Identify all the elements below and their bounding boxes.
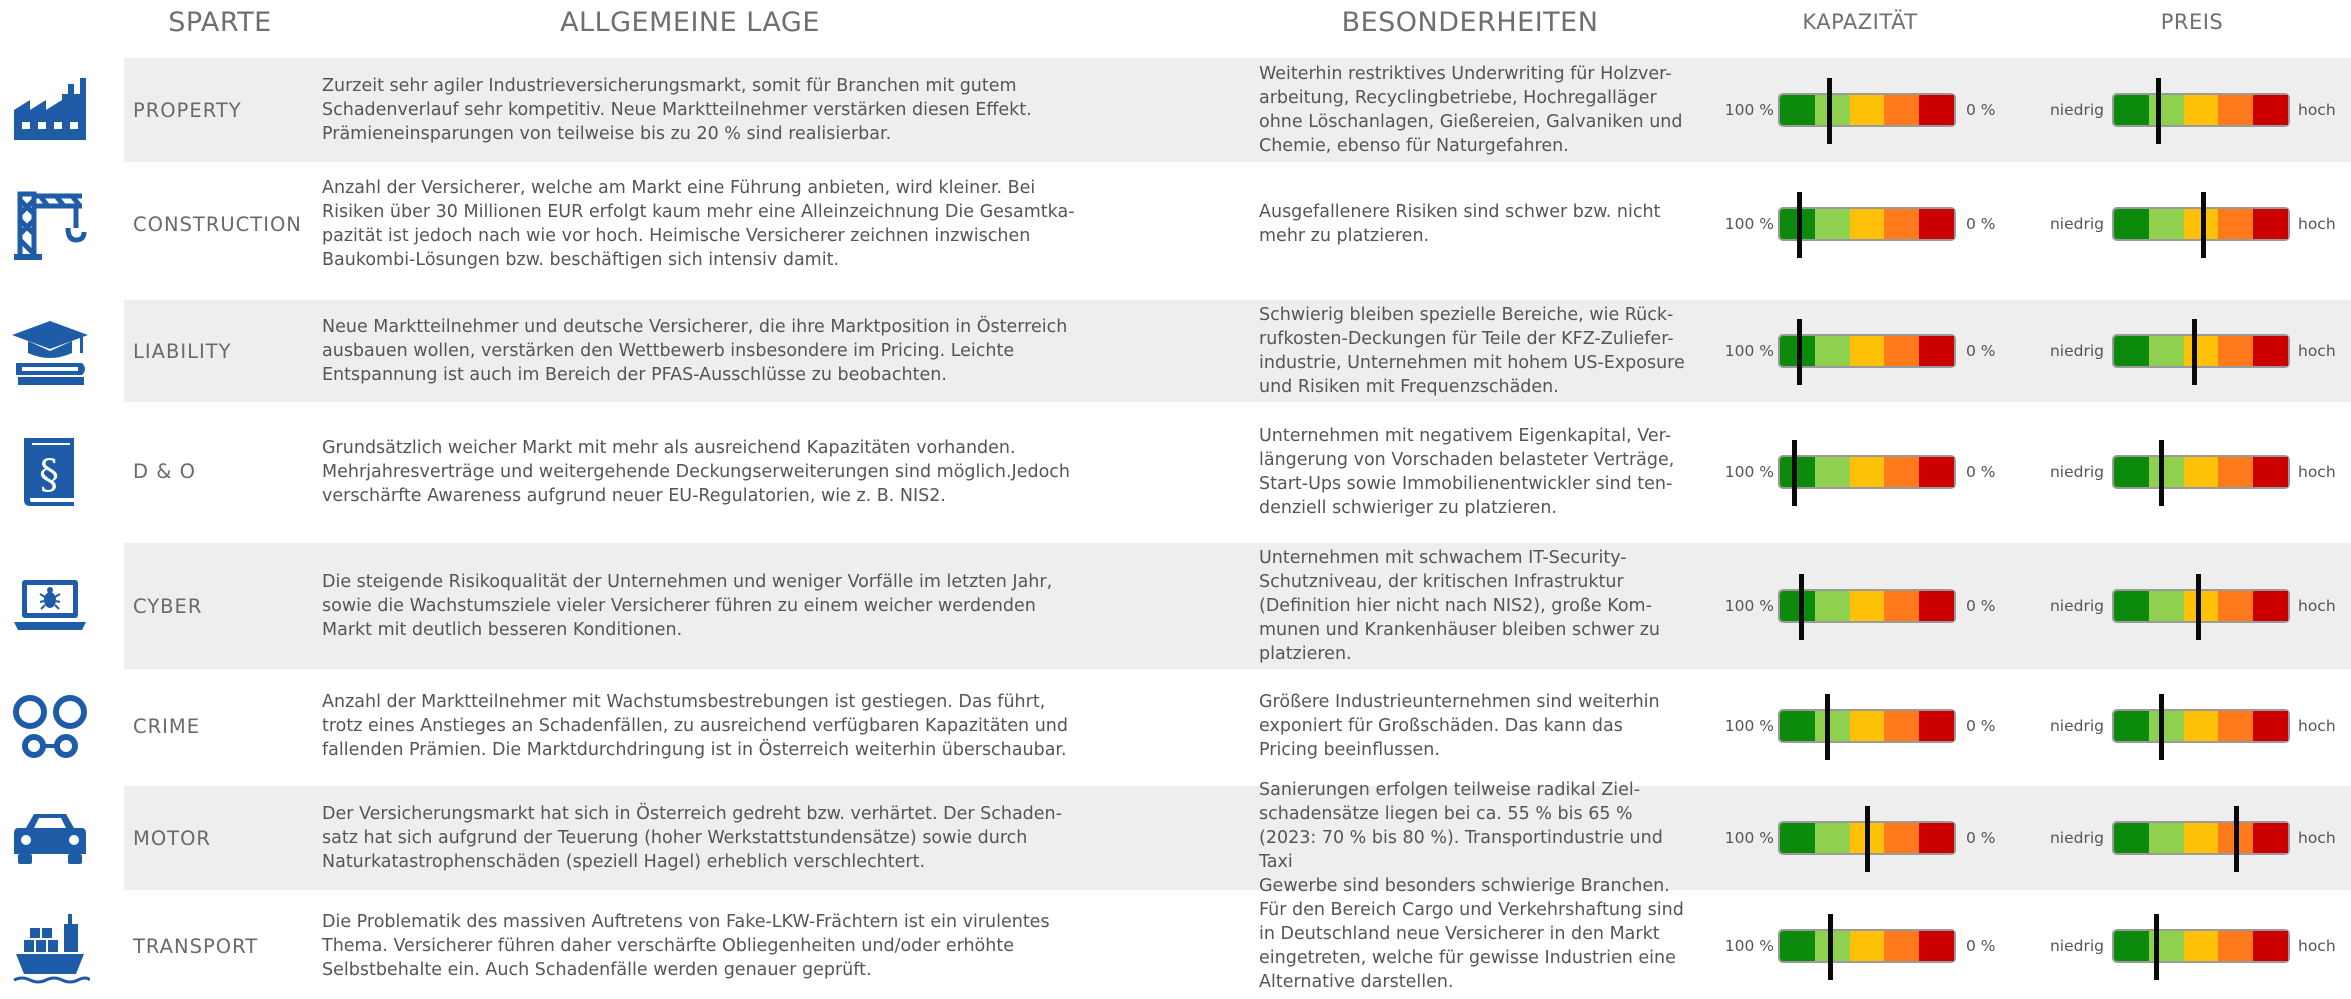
header-kapazitaet: KAPAZITÄT: [1802, 10, 1918, 34]
kapazitaet-scale-right-label: 0 %: [1966, 717, 1996, 735]
allgemeine-lage-text: [322, 543, 1087, 669]
kapazitaet-scale-segment-5: [1919, 931, 1954, 961]
preis-scale-segment-1: [2114, 95, 2149, 125]
allgemeine-lage-line: Entspannung ist auch im Bereich der PFAS-Ausschlüsse zu beobachten.: [322, 365, 947, 385]
kapazitaet-scale-left-label: 100 %: [1724, 937, 1774, 955]
kapazitaet-gauge: [1724, 929, 1996, 963]
preis-scale-segment-1: [2114, 711, 2149, 741]
allgemeine-lage-lines: [322, 176, 1075, 272]
besonderheiten-line: und Risiken mit Frequenzschäden.: [1259, 377, 1559, 397]
preis-scale-right-label: hoch: [2298, 717, 2336, 735]
preis-gauge: [2042, 929, 2336, 963]
sparte-label: CONSTRUCTION: [133, 212, 302, 236]
svg-text:§: §: [39, 451, 59, 498]
preis-scale-segment-3: [2184, 591, 2219, 621]
preis-marker: [2156, 78, 2161, 144]
preis-scale-right-label: hoch: [2298, 463, 2336, 481]
preis-scale-segment-4: [2218, 711, 2253, 741]
preis-scale-right-label: hoch: [2298, 215, 2336, 233]
kapazitaet-scale-segment-3: [1850, 711, 1885, 741]
preis-scale-segment-5: [2253, 591, 2288, 621]
besonderheiten-line: in Deutschland neue Versicherer in den Markt: [1259, 924, 1660, 944]
besonderheiten-text: [1259, 300, 1699, 402]
allgemeine-lage-line: Grundsätzlich weicher Markt mit mehr als ausreichend Kapazitäten vorhanden.: [322, 437, 1016, 458]
besonderheiten-text: [1259, 893, 1699, 999]
allgemeine-lage-line: pazität ist jedoch nach wie vor hoch. Heimische Versicherer zeichnen inzwischen: [322, 226, 1031, 246]
preis-scale-right-label: hoch: [2298, 829, 2336, 847]
kapazitaet-scale-segment-3: [1850, 591, 1885, 621]
allgemeine-lage-line: Mehrjahresverträge und weitergehende Deckungserweiterungen sind möglich.Jedoch: [322, 461, 1070, 482]
besonderheiten-line: denziell schwieriger zu platzieren.: [1259, 497, 1557, 518]
preis-marker: [2159, 440, 2164, 506]
preis-scale-segment-4: [2218, 591, 2253, 621]
sparte-label: TRANSPORT: [133, 934, 259, 958]
preis-scale-segment-2: [2149, 591, 2184, 621]
table-row: [0, 672, 2351, 780]
preis-gauge: [2042, 455, 2336, 489]
besonderheiten-line: Schutzniveau, der kritischen Infrastruktur: [1259, 572, 1624, 592]
kapazitaet-scale-segment-5: [1919, 457, 1954, 487]
kapazitaet-gauge: [1724, 709, 1996, 743]
besonderheiten-line: rufkosten-Deckungen für Teile der KFZ-Zuliefer-: [1259, 329, 1674, 349]
graduation-book-icon: [8, 300, 92, 402]
header-besonderheiten: BESONDERHEITEN: [1341, 6, 1599, 38]
allgemeine-lage-text: [322, 58, 1087, 162]
kapazitaet-scale-segment-5: [1919, 823, 1954, 853]
besonderheiten-line: ohne Löschanlagen, Gießereien, Galvaniken und: [1259, 112, 1683, 132]
allgemeine-lage-line: Markt mit deutlich besseren Konditionen.: [322, 620, 683, 640]
preis-scale-segment-5: [2253, 95, 2288, 125]
besonderheiten-lines: [1259, 690, 1660, 762]
besonderheiten-line: (Definition hier nicht nach NIS2), große Kom-: [1259, 596, 1652, 616]
allgemeine-lage-text: [322, 893, 1087, 999]
besonderheiten-lines: [1259, 546, 1660, 666]
header-preis: PREIS: [2160, 10, 2224, 34]
besonderheiten-text: [1259, 163, 1699, 285]
kapazitaet-gauge: [1724, 589, 1996, 623]
preis-scale-left-label: niedrig: [2049, 463, 2104, 481]
kapazitaet-scale-segment-2: [1815, 209, 1850, 239]
allgemeine-lage-line: trotz eines Anstieges an Schadenfällen, zu ausreichend verfügbaren Kapazitäten und: [322, 716, 1068, 736]
kapazitaet-marker: [1797, 192, 1802, 258]
preis-scale-segment-2: [2149, 457, 2184, 487]
header-sparte: SPARTE: [168, 6, 272, 38]
kapazitaet-scale-segment-1: [1780, 457, 1815, 487]
allgemeine-lage-lines: [322, 570, 1052, 642]
laptop-bug-icon: [8, 543, 92, 669]
table-row: [0, 893, 2351, 999]
preis-gauge: [2042, 589, 2336, 623]
kapazitaet-scale-bar: [1778, 93, 1956, 127]
sparte-label: CYBER: [133, 594, 203, 618]
besonderheiten-line: mehr zu platzieren.: [1259, 226, 1430, 246]
allgemeine-lage-text: [322, 163, 1087, 285]
kapazitaet-scale-segment-1: [1780, 591, 1815, 621]
factory-icon: [8, 58, 92, 162]
table-row: [0, 58, 2351, 162]
preis-scale-segment-3: [2184, 711, 2219, 741]
preis-scale-left-label: niedrig: [2049, 215, 2104, 233]
kapazitaet-scale-left-label: 100 %: [1724, 717, 1774, 735]
allgemeine-lage-text: [322, 405, 1087, 538]
besonderheiten-line: Chemie, ebenso für Naturgefahren.: [1259, 136, 1569, 156]
allgemeine-lage-lines: [322, 910, 1050, 982]
besonderheiten-line: platzieren.: [1259, 644, 1352, 664]
besonderheiten-line: Start-Ups sowie Immobilienentwickler sind ten-: [1259, 473, 1673, 494]
kapazitaet-marker: [1828, 914, 1833, 980]
kapazitaet-scale-segment-1: [1780, 711, 1815, 741]
allgemeine-lage-text: [322, 786, 1087, 890]
preis-gauge: [2042, 709, 2336, 743]
kapazitaet-scale-bar: [1778, 334, 1956, 368]
besonderheiten-lines: [1259, 303, 1685, 399]
preis-marker: [2192, 319, 2197, 385]
kapazitaet-marker: [1825, 694, 1830, 760]
besonderheiten-text: [1259, 672, 1699, 780]
table-row: [0, 300, 2351, 402]
preis-scale-segment-1: [2114, 209, 2149, 239]
ship-icon: [8, 893, 92, 999]
kapazitaet-gauge: [1724, 334, 1996, 368]
kapazitaet-scale-segment-4: [1884, 711, 1919, 741]
kapazitaet-scale-right-label: 0 %: [1966, 463, 1996, 481]
kapazitaet-gauge: [1724, 821, 1996, 855]
preis-scale-segment-5: [2253, 711, 2288, 741]
preis-scale-right-label: hoch: [2298, 342, 2336, 360]
preis-scale-right-label: hoch: [2298, 101, 2336, 119]
kapazitaet-scale-right-label: 0 %: [1966, 829, 1996, 847]
besonderheiten-line: Pricing beeinflussen.: [1259, 740, 1440, 760]
kapazitaet-scale-segment-1: [1780, 931, 1815, 961]
allgemeine-lage-line: Anzahl der Versicherer, welche am Markt eine Führung anbieten, wird kleiner. Bei: [322, 178, 1036, 198]
allgemeine-lage-line: Schadenverlauf sehr kompetitiv. Neue Marktteilnehmer verstärken diesen Effekt.: [322, 100, 1032, 120]
kapazitaet-scale-segment-3: [1850, 95, 1885, 125]
preis-scale-left-label: niedrig: [2049, 101, 2104, 119]
preis-scale-segment-5: [2253, 823, 2288, 853]
table-row: [0, 543, 2351, 669]
kapazitaet-gauge: [1724, 207, 1996, 241]
sparte-label: CRIME: [133, 714, 201, 738]
allgemeine-lage-line: fallenden Prämien. Die Marktdurchdringung ist in Österreich weiterhin überschaubar.: [322, 740, 1067, 760]
preis-marker: [2201, 192, 2206, 258]
kapazitaet-scale-left-label: 100 %: [1724, 463, 1774, 481]
besonderheiten-line: (2023: 70 % bis 80 %). Transportindustrie und Taxi: [1259, 828, 1663, 872]
besonderheiten-line: Schwierig bleiben spezielle Bereiche, wie Rück-: [1259, 305, 1674, 325]
allgemeine-lage-line: Die Problematik des massiven Auftretens von Fake-LKW-Frächtern ist ein virulentes: [322, 912, 1050, 932]
besonderheiten-text: [1259, 780, 1699, 896]
table-row: [0, 405, 2351, 538]
preis-scale-segment-4: [2218, 95, 2253, 125]
allgemeine-lage-line: Naturkatastrophenschäden (speziell Hagel) erheblich verschlechtert.: [322, 852, 926, 872]
besonderheiten-line: munen und Krankenhäuser bleiben schwer zu: [1259, 620, 1660, 640]
crane-icon: [8, 163, 92, 285]
kapazitaet-scale-segment-4: [1884, 457, 1919, 487]
preis-scale-left-label: niedrig: [2049, 937, 2104, 955]
preis-scale-right-label: hoch: [2298, 597, 2336, 615]
allgemeine-lage-text: [322, 672, 1087, 780]
besonderheiten-line: Sanierungen erfolgen teilweise radikal Ziel-: [1259, 780, 1641, 800]
table-row: [0, 780, 2351, 896]
allgemeine-lage-line: Der Versicherungsmarkt hat sich in Österreich gedreht bzw. verhärtet. Der Schaden-: [322, 804, 1062, 824]
preis-scale-left-label: niedrig: [2049, 597, 2104, 615]
preis-scale-segment-4: [2218, 209, 2253, 239]
besonderheiten-lines: [1259, 62, 1683, 158]
kapazitaet-scale-left-label: 100 %: [1724, 342, 1774, 360]
preis-scale-segment-5: [2253, 457, 2288, 487]
kapazitaet-scale-right-label: 0 %: [1966, 597, 1996, 615]
allgemeine-lage-line: verschärfte Awareness aufgrund neuer EU-Regulatorien, wie z. B. NIS2.: [322, 485, 946, 506]
kapazitaet-scale-bar: [1778, 455, 1956, 489]
preis-scale-segment-3: [2184, 336, 2219, 366]
kapazitaet-marker: [1865, 806, 1870, 872]
preis-scale-segment-4: [2218, 457, 2253, 487]
kapazitaet-scale-right-label: 0 %: [1966, 101, 1996, 119]
law-book-icon: [8, 405, 92, 538]
preis-marker: [2154, 914, 2159, 980]
besonderheiten-line: Gewerbe sind besonders schwierige Branchen.: [1259, 876, 1670, 896]
preis-scale-segment-1: [2114, 931, 2149, 961]
table-row: [0, 163, 2351, 285]
kapazitaet-marker: [1797, 319, 1802, 385]
preis-marker: [2234, 806, 2239, 872]
kapazitaet-marker: [1827, 78, 1832, 144]
preis-scale-bar: [2112, 93, 2290, 127]
kapazitaet-scale-segment-4: [1884, 591, 1919, 621]
besonderheiten-lines: [1259, 424, 1674, 520]
preis-scale-segment-3: [2184, 823, 2219, 853]
besonderheiten-line: Ausgefallenere Risiken sind schwer bzw. nicht: [1259, 202, 1661, 222]
besonderheiten-lines: [1259, 200, 1660, 248]
besonderheiten-line: exponiert für Großschäden. Das kann das: [1259, 716, 1623, 736]
kapazitaet-scale-segment-1: [1780, 95, 1815, 125]
allgemeine-lage-line: Prämieneinsparungen von teilweise bis zu 20 % sind realisierbar.: [322, 124, 892, 144]
preis-scale-segment-5: [2253, 209, 2288, 239]
allgemeine-lage-line: sowie die Wachstumsziele vieler Versicherer führen zu einem weicher werdenden: [322, 596, 1036, 616]
kapazitaet-scale-bar: [1778, 709, 1956, 743]
kapazitaet-scale-segment-5: [1919, 209, 1954, 239]
preis-scale-left-label: niedrig: [2049, 342, 2104, 360]
preis-scale-segment-3: [2184, 457, 2219, 487]
kapazitaet-scale-left-label: 100 %: [1724, 101, 1774, 119]
preis-gauge: [2042, 93, 2336, 127]
preis-gauge: [2042, 821, 2336, 855]
besonderheiten-line: Unternehmen mit negativem Eigenkapital, Ver-: [1259, 425, 1672, 446]
besonderheiten-line: industrie, Unternehmen mit hohem US-Exposure: [1259, 353, 1685, 373]
sparte-label: LIABILITY: [133, 339, 232, 363]
preis-scale-segment-2: [2149, 711, 2184, 741]
besonderheiten-line: eingetreten, welche für gewisse Industrien eine: [1259, 948, 1676, 968]
kapazitaet-scale-segment-4: [1884, 823, 1919, 853]
preis-scale-bar: [2112, 455, 2290, 489]
preis-marker: [2196, 574, 2201, 640]
besonderheiten-line: längerung von Vorschaden belasteter Verträge,: [1259, 449, 1675, 470]
kapazitaet-scale-bar: [1778, 929, 1956, 963]
kapazitaet-scale-segment-2: [1815, 591, 1850, 621]
preis-scale-right-label: hoch: [2298, 937, 2336, 955]
besonderheiten-line: Für den Bereich Cargo und Verkehrshaftung sind: [1259, 900, 1684, 920]
preis-scale-segment-1: [2114, 823, 2149, 853]
sparte-label: MOTOR: [133, 826, 211, 850]
preis-scale-bar: [2112, 821, 2290, 855]
kapazitaet-scale-left-label: 100 %: [1724, 597, 1774, 615]
kapazitaet-scale-segment-3: [1850, 336, 1885, 366]
preis-scale-segment-4: [2218, 931, 2253, 961]
kapazitaet-scale-segment-1: [1780, 823, 1815, 853]
preis-scale-segment-2: [2149, 823, 2184, 853]
preis-scale-segment-3: [2184, 931, 2219, 961]
kapazitaet-scale-segment-4: [1884, 931, 1919, 961]
preis-scale-segment-5: [2253, 336, 2288, 366]
allgemeine-lage-line: Anzahl der Marktteilnehmer mit Wachstumsbestrebungen ist gestiegen. Das führt,: [322, 692, 1046, 712]
kapazitaet-scale-segment-5: [1919, 591, 1954, 621]
preis-scale-left-label: niedrig: [2049, 829, 2104, 847]
kapazitaet-scale-left-label: 100 %: [1724, 829, 1774, 847]
kapazitaet-gauge: [1724, 455, 1996, 489]
besonderheiten-line: Größere Industrieunternehmen sind weiterhin: [1259, 692, 1660, 712]
preis-scale-bar: [2112, 709, 2290, 743]
handcuffs-icon: [8, 672, 92, 780]
preis-scale-segment-1: [2114, 591, 2149, 621]
allgemeine-lage-line: Selbstbehalte ein. Auch Schadenfälle werden genauer geprüft.: [322, 960, 872, 980]
besonderheiten-line: schadensätze liegen bei ca. 55 % bis 65 %: [1259, 804, 1633, 824]
preis-scale-bar: [2112, 334, 2290, 368]
besonderheiten-line: Alternative darstellen.: [1259, 972, 1454, 992]
preis-scale-segment-5: [2253, 931, 2288, 961]
kapazitaet-scale-segment-4: [1884, 209, 1919, 239]
kapazitaet-scale-segment-5: [1919, 711, 1954, 741]
besonderheiten-text: [1259, 405, 1699, 538]
preis-scale-segment-1: [2114, 457, 2149, 487]
besonderheiten-lines: [1259, 898, 1684, 994]
allgemeine-lage-line: satz hat sich aufgrund der Teuerung (hoher Werkstattstundensätze) sowie durch: [322, 828, 1028, 848]
kapazitaet-scale-segment-3: [1850, 931, 1885, 961]
car-icon: [8, 786, 92, 890]
kapazitaet-scale-bar: [1778, 821, 1956, 855]
preis-scale-bar: [2112, 929, 2290, 963]
allgemeine-lage-line: Die steigende Risikoqualität der Unternehmen und weniger Vorfälle im letzten Jahr,: [322, 572, 1053, 592]
kapazitaet-scale-segment-3: [1850, 209, 1885, 239]
preis-scale-segment-2: [2149, 209, 2184, 239]
kapazitaet-scale-segment-2: [1815, 336, 1850, 366]
kapazitaet-scale-bar: [1778, 207, 1956, 241]
allgemeine-lage-lines: [322, 802, 1062, 874]
allgemeine-lage-lines: [322, 74, 1032, 146]
preis-scale-left-label: niedrig: [2049, 717, 2104, 735]
besonderheiten-line: arbeitung, Recyclingbetriebe, Hochregalläger: [1259, 88, 1657, 108]
preis-scale-segment-2: [2149, 336, 2184, 366]
allgemeine-lage-lines: [322, 690, 1068, 762]
preis-scale-segment-4: [2218, 336, 2253, 366]
preis-gauge: [2042, 334, 2336, 368]
kapazitaet-scale-segment-2: [1815, 823, 1850, 853]
allgemeine-lage-line: ausbauen wollen, verstärken den Wettbewerb insbesondere im Pricing. Leichte: [322, 341, 1015, 361]
preis-marker: [2159, 694, 2164, 760]
kapazitaet-scale-segment-2: [1815, 457, 1850, 487]
sparte-label: D & O: [133, 460, 196, 483]
besonderheiten-lines: [1259, 778, 1699, 898]
header-allgemeine-lage: ALLGEMEINE LAGE: [560, 6, 820, 38]
kapazitaet-scale-right-label: 0 %: [1966, 937, 1996, 955]
kapazitaet-marker: [1792, 440, 1797, 506]
kapazitaet-scale-left-label: 100 %: [1724, 215, 1774, 233]
kapazitaet-scale-bar: [1778, 589, 1956, 623]
kapazitaet-scale-right-label: 0 %: [1966, 215, 1996, 233]
allgemeine-lage-line: Thema. Versicherer führen daher verschärfte Obliegenheiten und/oder erhöhte: [322, 936, 1014, 956]
kapazitaet-scale-segment-5: [1919, 336, 1954, 366]
besonderheiten-text: [1259, 543, 1699, 669]
kapazitaet-scale-right-label: 0 %: [1966, 342, 1996, 360]
kapazitaet-gauge: [1724, 93, 1996, 127]
preis-scale-bar: [2112, 207, 2290, 241]
kapazitaet-scale-segment-2: [1815, 711, 1850, 741]
kapazitaet-scale-segment-2: [1815, 95, 1850, 125]
preis-scale-segment-2: [2149, 95, 2184, 125]
besonderheiten-line: Unternehmen mit schwachem IT-Security-: [1259, 548, 1627, 568]
kapazitaet-scale-segment-4: [1884, 95, 1919, 125]
kapazitaet-scale-segment-5: [1919, 95, 1954, 125]
sparte-label: PROPERTY: [133, 98, 242, 122]
allgemeine-lage-line: Neue Marktteilnehmer und deutsche Versicherer, die ihre Marktposition in Österreich: [322, 317, 1068, 337]
allgemeine-lage-line: Risiken über 30 Millionen EUR erfolgt kaum mehr eine Alleinzeichnung Die Gesamtka-: [322, 202, 1075, 222]
besonderheiten-text: [1259, 58, 1699, 162]
kapazitaet-marker: [1799, 574, 1804, 640]
allgemeine-lage-lines: [322, 436, 1070, 508]
preis-scale-segment-1: [2114, 336, 2149, 366]
preis-scale-bar: [2112, 589, 2290, 623]
kapazitaet-scale-segment-3: [1850, 457, 1885, 487]
allgemeine-lage-line: Zurzeit sehr agiler Industrieversicherungsmarkt, somit für Branchen mit gutem: [322, 76, 1017, 96]
kapazitaet-scale-segment-4: [1884, 336, 1919, 366]
preis-scale-segment-3: [2184, 95, 2219, 125]
besonderheiten-line: Weiterhin restriktives Underwriting für Holzver-: [1259, 64, 1672, 84]
allgemeine-lage-lines: [322, 315, 1067, 387]
allgemeine-lage-text: [322, 300, 1087, 402]
allgemeine-lage-line: Baukombi-Lösungen bzw. beschäftigen sich intensiv damit.: [322, 250, 840, 270]
preis-gauge: [2042, 207, 2336, 241]
